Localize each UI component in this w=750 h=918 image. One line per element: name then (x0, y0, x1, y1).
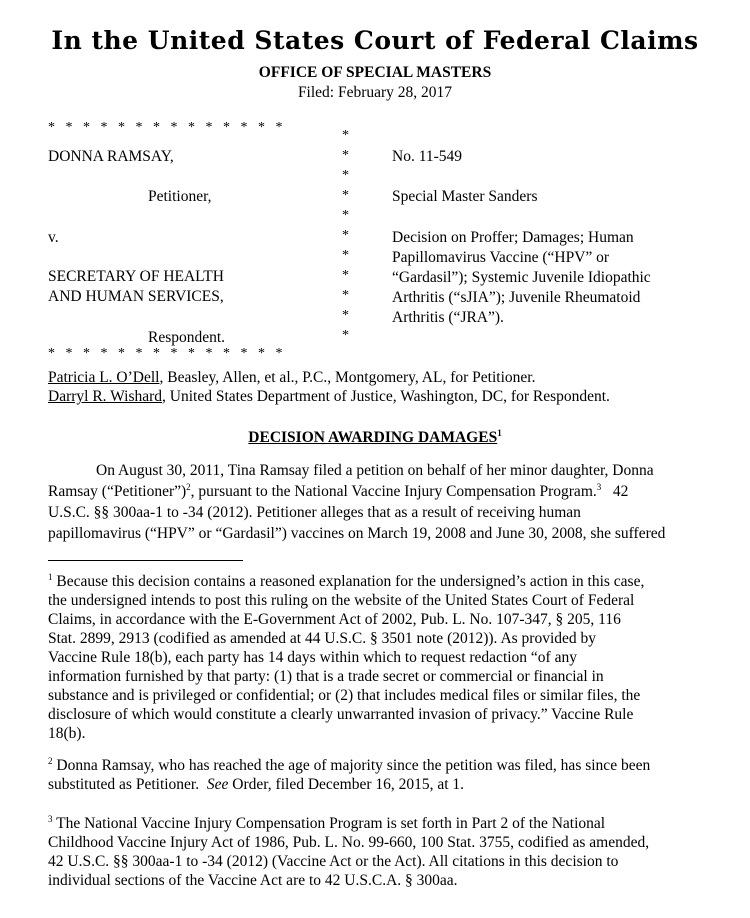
footnote-line: the undersigned intends to post this ruling on the website of the United States Court of Federal (48, 592, 635, 609)
court-title: In the United States Court of Federal Claims (51, 26, 699, 55)
counsel-block (48, 368, 610, 406)
footnote-text: Donna Ramsay, who has reached the age of majority since the petition was filed, has since been (52, 757, 651, 774)
special-master: Special Master Sanders (392, 188, 538, 205)
footnote-line: information furnished by that party: (1) that is a trade secret or commercial or financial in (48, 668, 604, 685)
versus: v. (48, 229, 59, 246)
caption-star: * (342, 248, 349, 263)
office-title: OFFICE OF SPECIAL MASTERS (258, 64, 492, 81)
footnote-text: The National Vaccine Injury Compensation Program is set forth in Part 2 of the National (52, 815, 606, 832)
subject-line: Arthritis (“sJIA”); Juvenile Rheumatoid (392, 289, 641, 306)
respondent-line-1: SECRETARY OF HEALTH (48, 268, 224, 285)
caption-star: * (342, 228, 349, 243)
footnote-line: 18(b). (48, 725, 86, 742)
footnote-number: 3 (48, 813, 53, 824)
footnote-line: individual sections of the Vaccine Act are to 42 U.S.C.A. § 300aa. (48, 872, 458, 889)
subject-line: Arthritis (“JRA”). (392, 309, 504, 326)
body-paragraph (48, 460, 703, 544)
footnote-ref: 2 (186, 481, 191, 492)
footnote-3 (48, 814, 703, 890)
footnote-2 (48, 756, 703, 794)
subject-line: Papillomavirus Vaccine (“HPV” or (392, 249, 610, 266)
respondent-role: Respondent. (148, 329, 226, 346)
footnote-ref: 1 (497, 428, 502, 438)
caption-stars-bottom: * * * * * * * * * * * * * * (48, 346, 283, 361)
footnote-ref: 3 (596, 481, 602, 492)
case-number: No. 11-549 (392, 148, 463, 165)
footnote-text: substituted as Petitioner. (48, 776, 207, 793)
respondent-attorney-name: Darryl R. Wishard (48, 388, 163, 405)
caption-star: * (342, 208, 349, 223)
footnote-text: Order, filed December 16, 2015, at 1. (228, 776, 465, 793)
footnote-line: disclosure of which would constitute a clearly unwarranted invasion of privacy.” Vaccine Rule (48, 706, 634, 723)
caption-stars-top: * * * * * * * * * * * * * * (48, 120, 283, 135)
footnote-line: Stat. 2899, 2913 (codified as amended at 44 U.S.C. § 3501 note (2012)). As provided by (48, 630, 597, 647)
body-text: 42 (601, 483, 629, 500)
body-text: , pursuant to the National Vaccine Injury Compensation Program. (190, 483, 597, 500)
decision-heading-text: DECISION AWARDING DAMAGES (248, 429, 498, 447)
footnote-line: substance and is privileged or confidential; or (2) that includes medical files or similar files, the (48, 687, 641, 704)
footnote-1 (48, 572, 703, 743)
footnote-line: Vaccine Rule 18(b), each party has 14 days within which to request redaction “of any (48, 649, 577, 666)
case-caption (48, 120, 698, 365)
body-line: papillomavirus (“HPV” or “Gardasil”) vaccines on March 19, 2008 and June 30, 2008, she suffered (48, 525, 666, 542)
caption-star: * (342, 288, 349, 303)
decision-heading (0, 428, 750, 447)
body-line: On August 30, 2011, Tina Ramsay filed a petition on behalf of her minor daughter, Donna (96, 462, 654, 479)
caption-star: * (342, 188, 349, 203)
subject-line: “Gardasil”); Systemic Juvenile Idiopathic (392, 269, 651, 286)
footnote-line: Childhood Vaccine Injury Act of 1986, Pub. L. No. 99-660, 100 Stat. 3755, codified as amended, (48, 834, 650, 851)
caption-star: * (342, 148, 349, 163)
respondent-counsel-firm: , United States Department of Justice, Washington, DC, for Respondent. (162, 388, 610, 405)
caption-star: * (342, 308, 349, 323)
caption-star: * (342, 168, 349, 183)
footnote-line (48, 775, 703, 794)
footnote-text: Because this decision contains a reasoned explanation for the undersigned’s action in this case, (52, 573, 645, 590)
footnote-line (48, 814, 703, 833)
footnote-signal: See (206, 776, 229, 793)
footnote-line: Claims, in accordance with the E-Government Act of 2002, Pub. L. No. 107-347, § 205, 116 (48, 611, 621, 628)
footnote-line: 42 U.S.C. §§ 300aa-1 to -34 (2012) (Vaccine Act or the Act). All citations in this decision to (48, 853, 619, 870)
footnote-separator (48, 560, 243, 561)
caption-star: * (342, 328, 349, 343)
petitioner-attorney-name: Patricia L. O’Dell (48, 369, 160, 386)
petitioner-counsel-firm: , Beasley, Allen, et al., P.C., Montgomery, AL, for Petitioner. (159, 369, 536, 386)
footnote-number: 1 (48, 571, 53, 582)
body-line (48, 481, 703, 502)
caption-star: * (342, 128, 349, 143)
petitioner-counsel (48, 368, 610, 387)
respondent-counsel (48, 387, 610, 406)
respondent-line-2: AND HUMAN SERVICES, (48, 288, 224, 305)
petitioner-role: Petitioner, (148, 188, 212, 205)
filed-date: Filed: February 28, 2017 (297, 84, 453, 101)
petitioner-name: DONNA RAMSAY, (48, 148, 174, 165)
body-text: Ramsay (“Petitioner”) (48, 483, 187, 500)
body-line: U.S.C. §§ 300aa-1 to -34 (2012). Petitioner alleges that as a result of receiving human (48, 504, 581, 521)
subject-line: Decision on Proffer; Damages; Human (392, 229, 634, 246)
footnote-number: 2 (48, 755, 53, 766)
footnote-line (48, 572, 703, 591)
footnote-line (48, 756, 703, 775)
caption-star: * (342, 268, 349, 283)
